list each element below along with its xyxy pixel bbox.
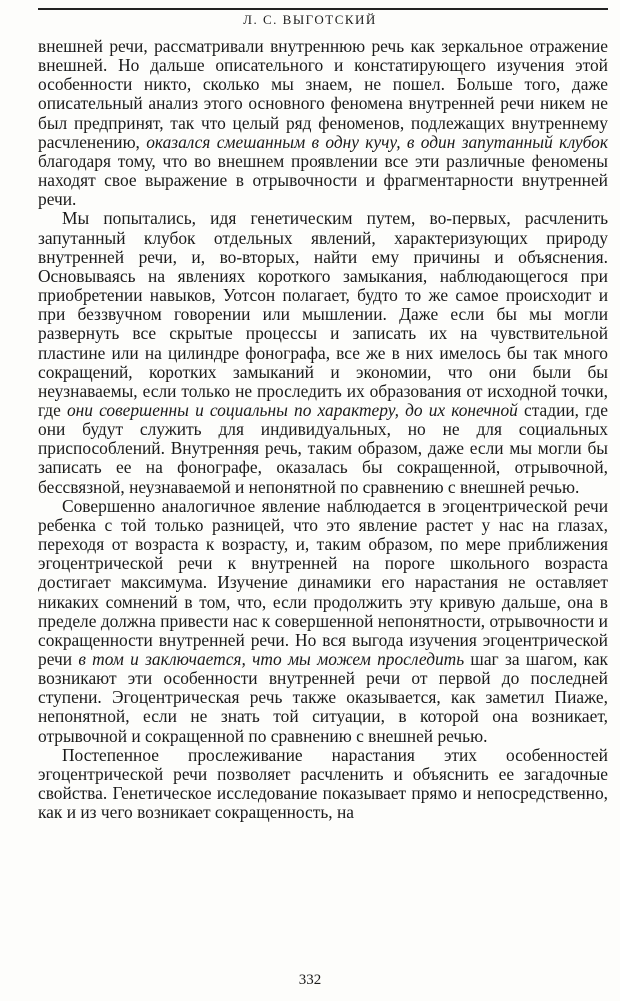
paragraph-2 xyxy=(38,209,608,496)
text-segment: стадии, где они будут служить для индивидуальных, но не для социальных приспособлений. Внутренняя речь, таким образом, даже если мы могли бы записать ее на фонографе, оказалась бы сокращенной, отрывочной, бессвязной, неузнаваемой и непонятной по сравнению с внешней речью. xyxy=(38,399,608,497)
paragraph-4 xyxy=(38,746,608,823)
header-rule xyxy=(38,8,608,10)
paragraph-3 xyxy=(38,497,608,746)
italic-segment: оказался смешанным в одну кучу, в один запутанный клубок xyxy=(146,131,608,152)
text-segment: шаг за шагом, как возникают эти особенности внутренней речи от первой до последней ступени. Эгоцентрическая речь также оказывается, как заметил Пиаже, непонятной, если не знать той ситуации, в которой она возникает, отрывочной и сокращенной по сравнению с внешней речью. xyxy=(38,649,608,746)
italic-segment: они совершенны и социальны по характеру, до их конечной xyxy=(66,399,518,420)
body-text xyxy=(38,37,608,822)
running-head: Л. С. ВЫГОТСКИЙ xyxy=(243,12,377,27)
text-segment: благодаря тому, что во внешнем проявлении все эти различные феномены находят свое выражение в отрывочности и фрагментарности внутренней речи. xyxy=(38,150,608,210)
text-segment: Постепенное прослеживание нарастания этих особенностей эгоцентрической речи позволяет расчленить и объяснить ее загадочные свойства. Генетическое исследование показывает прямо и непосредственно, как и из чего возникает сокращенность, на xyxy=(38,744,608,823)
italic-segment: в том и заключается, что мы можем проследить xyxy=(78,649,465,669)
text-segment: Мы попытались, идя генетическим путем, во-первых, расчленить запутанный клубок отдельных явлений, характеризующих природу внутренней речи, и, во-вторых, найти ему причины и объяснения. Основываясь на явлениях короткого замыкания, наблюдающегося при приобретении навыков, Уотсон полагает, будто то же самое происходит и при беззвучном говорении или мышлении. Даже если бы мы могли развернуть все скрытые процессы и записать их на чувствительной пластине или на цилиндре фонографа, все же в них имелось бы так много сокращений, коротких замыканий и экономии, что они были бы неузнаваемы, если только не проследить их образования от исходной точки, где xyxy=(38,208,608,420)
paragraph-1 xyxy=(38,37,608,209)
text-segment: внешней речи, рассматривали внутреннюю речь как зеркальное отражение внешней. Но дальше описательного и констатирующего изучения этой особенности никто, сколько мы знаем, не пошел. Больше того, даже описательный анализ этого основного феномена внутренней речи никем не был предпринят, так что целый ряд феноменов, подлежащих внутреннему расчленению, xyxy=(38,36,608,152)
text-segment: Совершенно аналогичное явление наблюдается в эгоцентрической речи ребенка с той только разницей, что это явление растет у нас на глазах, переходя от возраста к возрасту, и, таким образом, по мере приближения эгоцентрической речи к внутренней на пороге школьного возраста достигает максимума. Изучение динамики его нарастания не оставляет никаких сомнений в том, что, если продолжить эту кривую дальше, она в пределе должна привести нас к совершенной непонятности, отрывочности и сокращенности внутренней речи. Но вся выгода изучения эгоцентрической речи xyxy=(38,495,608,669)
page-number: 332 xyxy=(298,972,322,988)
